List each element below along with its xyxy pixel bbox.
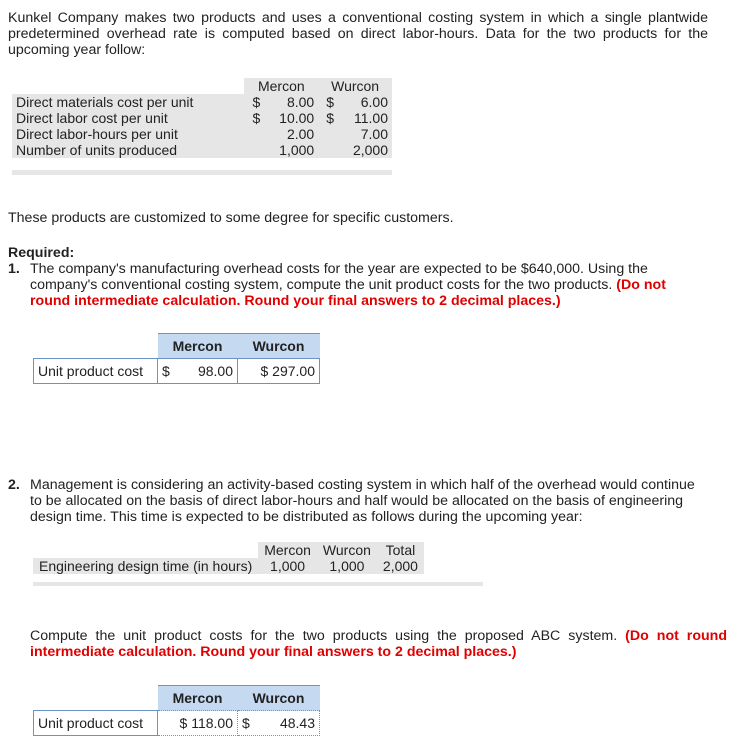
currency-symbol: $ (244, 110, 264, 126)
question-number: 1. (8, 261, 20, 277)
customized-note: These products are customized to some degree for specific customers. (8, 210, 454, 226)
currency-symbol (318, 142, 338, 158)
table-row (12, 110, 392, 126)
mercon-value: 1,000 (264, 142, 318, 158)
table-row (33, 558, 424, 574)
mercon-answer-value: 98.00 (197, 363, 233, 379)
row-label: Unit product cost (34, 359, 158, 384)
currency-symbol: $ (244, 94, 264, 110)
answer-spacer (34, 686, 158, 711)
question-text: Compute the unit product costs for the two products using the proposed ABC system. (30, 628, 618, 644)
wurcon-answer-input[interactable] (238, 711, 320, 736)
currency-symbol: $ (318, 110, 338, 126)
col-wurcon: Wurcon (317, 542, 377, 558)
question-1-body (30, 261, 708, 309)
row-label: Direct labor-hours per unit (12, 126, 244, 142)
currency-symbol: $ (162, 363, 170, 379)
wurcon-value: 6.00 (338, 94, 392, 110)
total-value: 2,000 (377, 558, 424, 574)
table-row (12, 94, 392, 110)
question-2-body: Management is considering an activity-based costing system in which half of the overhead would continue to be allocated on the basis of direct labor-hours and half would be allocated on the basis of engineering design time. This time is expected to be distributed as follows during the upcoming year: (30, 477, 695, 525)
mercon-answer-input[interactable] (158, 359, 238, 384)
question-3 (30, 628, 727, 660)
wurcon-value: 2,000 (338, 142, 392, 158)
question-text: The company's manufacturing overhead costs for the year are expected to be $640,000. Using the company's conventional costing system, compute the unit product costs for the two products. (30, 261, 648, 293)
col-mercon: Mercon (158, 686, 238, 711)
table-spacer (33, 542, 258, 558)
row-label: Number of units produced (12, 142, 244, 158)
currency-symbol: $ (242, 715, 250, 731)
col-wurcon: Wurcon (238, 686, 320, 711)
currency-symbol (318, 126, 338, 142)
row-label: Engineering design time (in hours) (33, 558, 258, 574)
answer-table-2 (33, 685, 320, 736)
col-total: Total (377, 542, 424, 558)
question-2 (8, 477, 708, 525)
currency-symbol (244, 126, 264, 142)
table-spacer (12, 78, 244, 94)
col-wurcon: Wurcon (318, 78, 392, 94)
question-1 (8, 261, 708, 309)
row-label: Direct materials cost per unit (12, 94, 244, 110)
row-label: Direct labor cost per unit (12, 110, 244, 126)
wurcon-value: 1,000 (317, 558, 377, 574)
rounding-instruction: (Do not round intermediate calculation. Round your final answers to 2 decimal places.) (30, 277, 666, 309)
table-footer-bar (12, 170, 392, 175)
mercon-value: 10.00 (264, 110, 318, 126)
table-row (12, 126, 392, 142)
row-label: Unit product cost (34, 711, 158, 736)
question-number: 2. (8, 477, 20, 493)
col-mercon: Mercon (158, 334, 238, 359)
design-time-table (33, 542, 424, 574)
answer-spacer (34, 334, 158, 359)
wurcon-value: 7.00 (338, 126, 392, 142)
product-data-table (12, 78, 392, 158)
required-heading: Required: (8, 245, 75, 261)
col-mercon: Mercon (258, 542, 317, 558)
problem-intro: Kunkel Company makes two products and uses a conventional costing system in which a single plantwide predetermined overhead rate is computed based on direct labor-hours. Data for the two products for the upcoming year follow: (8, 10, 708, 58)
wurcon-answer-value: 48.43 (279, 715, 315, 731)
table-footer-bar (33, 582, 483, 586)
mercon-value: 2.00 (264, 126, 318, 142)
wurcon-value: 11.00 (338, 110, 392, 126)
col-mercon: Mercon (244, 78, 318, 94)
answer-table-1 (33, 333, 320, 384)
rounding-instruction: (Do not round intermediate calculation. Round your final answers to 2 decimal places.) (30, 628, 727, 660)
table-row (12, 142, 392, 158)
mercon-value: 8.00 (264, 94, 318, 110)
currency-symbol (244, 142, 264, 158)
col-wurcon: Wurcon (238, 334, 320, 359)
currency-symbol: $ (318, 94, 338, 110)
wurcon-answer-input[interactable]: $ 297.00 (238, 359, 320, 384)
mercon-value: 1,000 (258, 558, 317, 574)
mercon-answer-input[interactable]: $ 118.00 (158, 711, 238, 736)
